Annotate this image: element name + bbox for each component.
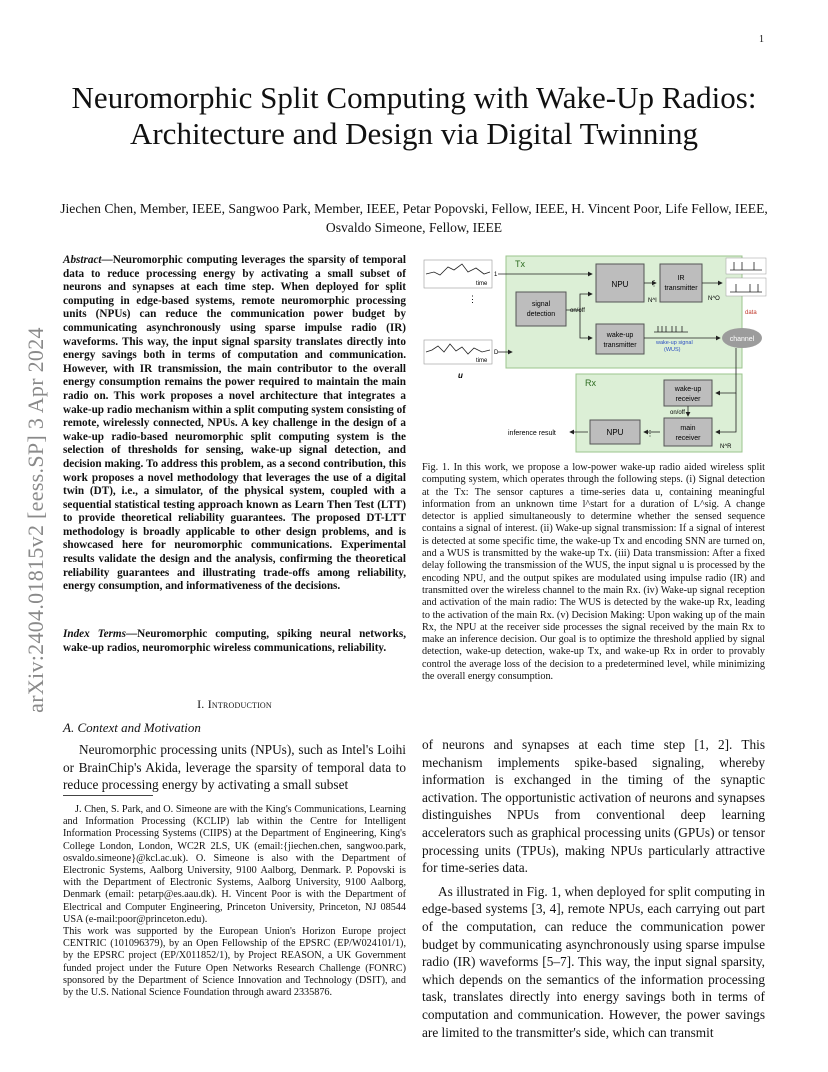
rx-label: Rx	[585, 378, 596, 388]
paper-title: Neuromorphic Split Computing with Wake-Up Radios: Architecture and Design via Digital Twinning	[71, 80, 757, 151]
wakeup-transmitter-box	[596, 324, 644, 354]
signal-detection-box	[516, 292, 566, 326]
wur-line1: wake-up	[674, 386, 702, 393]
system-diagram	[420, 252, 772, 456]
index-terms	[63, 628, 406, 655]
ir-transmitter-box	[660, 264, 702, 302]
wus-line2: (WUS)	[664, 347, 681, 353]
nr-label: N^R	[720, 444, 732, 450]
abstract-text: —Neuromorphic computing leverages the sparsity of temporal data to reduce processing energy by activating a small subset of neurons and synapses at each time step. When deployed for split computing in edge-based systems, remote neuromorphic processing units (NPUs) can reduce the communication power budget by communicating asynchronously using sparse impulse radio (IR) waveforms. This way, the input signal sparsity translates directly into energy savings both in terms of computation and communication. However, with IR transmission, the main contributor to the overall energy consumption remains the power required to maintain the main radio on. This work proposes a novel architecture that integrates a wake-up radio mechanism within a split computing system consisting of remote, wirelessly connected, NPUs. A key challenge in the design of a wake-up radio-based neuromorphic split computing system is the selection of thresholds for sensing, wake-up signal detection, and decision making. To address this problem, as a second contribution, this work proposes a novel methodology that leverages the use of a digital twin (DT), i.e., a simulator, of the physical system, coupled with a sequential statistical testing approach known as Learn Then Test (LTT) to provide theoretical reliability guarantees. The proposed DT-LTT methodology is broadly applicable to other design problems, and is showcased here for neuromorphic communications. Experimental results validate the design and the analysis, confirming the theoretical reliability guarantees and illustrating trade-offs among reliability, energy consumption, and informativeness of the decisions.	[63, 254, 406, 593]
npu-rx-label: NPU	[606, 428, 624, 437]
subsection-heading: A. Context and Motivation	[63, 720, 201, 735]
channel-label: channel	[729, 336, 755, 343]
arxiv-id: arXiv:2404.01815v2 [eess.SP] 3 Apr 2024	[23, 327, 48, 713]
time-label-top: time	[476, 281, 488, 287]
author-list: Jiechen Chen, Member, IEEE, Sangwoo Park, Member, IEEE, Petar Popovski, Fellow, IEEE, H. Vincent Poor, Life Fellow, IEEE, Osvaldo Simeone, Fellow, IEEE	[60, 201, 768, 235]
ir-line2: transmitter	[664, 285, 698, 292]
wus-line1: wake-up signal	[656, 340, 693, 346]
signal-detection-line2: detection	[526, 311, 556, 318]
u-label: u	[458, 371, 463, 380]
arxiv-watermark	[0, 0, 60, 1072]
index-terms-label: Index Terms	[63, 628, 126, 640]
section-number: I.	[197, 697, 205, 711]
wut-line1: wake-up	[606, 332, 634, 339]
no-label: N^O	[708, 296, 720, 302]
section-title: Introduction	[207, 697, 272, 711]
on-off-rx: on/off	[670, 410, 685, 416]
figure-1	[420, 252, 772, 456]
caption-text: In this work, we propose a low-power wake-up radio aided wireless split computing system, which operates through the following steps. (i) Signal detection at the Tx: The sensor captures a time-series data u, containing meaningful information from an unknown time l^start for a duration of L^sig. A change detector is applied simultaneously to determine whether the sensed sequence contains a signal of interest. (ii) Wake-up signal transmission: If a signal of interest is detected at some specific time, the wake-up Tx and encoding SNN are turned on, and a WUS is transmitted by the wake-up Tx. (iii) Data transmission: After a fixed delay following the transmission of the WUS, the input signal u is processed by the encoding NPU, and the output spikes are modulated using impulse radio (IR) and transmitted over the wireless channel to the main Rx. (iv) Wake-up signal reception and activation of the main radio: The WUS is detected by the wake-up Rx, leading to the activation of the main Rx. (v) Decision Making: Upon waking up of the main Rx, the NPU at the receiver side processes the signal received by the main Rx to make an inference decision. Our goal is to optimize the threshold applied by signal detection, wake-up detection, wake-up Tx, and wake-up Rx in order to provably control the average loss of the decision to a predetermined level, while minimizing the overall energy consumption.	[422, 462, 765, 683]
figure-caption	[422, 462, 765, 683]
sensor-plot-bottom	[424, 340, 499, 364]
ni-label: N^I	[648, 298, 657, 304]
footnotes	[63, 804, 406, 999]
tx-label: Tx	[515, 259, 525, 269]
footnote-rule	[63, 795, 153, 796]
sensor-plot-top	[424, 260, 498, 288]
caption-label: Fig. 1.	[422, 462, 450, 473]
intro-paragraph-right-2: As illustrated in Fig. 1, when deployed for split computing in edge-based systems [3, 4], remote NPUs, each carrying out part of the computation, can reduce the communication power budget by communicating asynchronously using sparse impulse radio (IR) waveforms [5–7]. This way, the input signal sparsity, which depends on the semantics of the information processing task, translates directly into energy savings both in terms of computation and communication. However, the power savings are limited to the transmitter's side, which can transmit	[422, 883, 765, 1040]
signal-detection-line1: signal	[531, 301, 551, 308]
dots-vertical-left: ⋮	[468, 294, 477, 304]
footnote-affiliations: J. Chen, S. Park, and O. Simeone are with the King's Communications, Learning and Information Processing (KCLIP) lab within the Centre for Intelligent Information Processing Systems (CIIPS) at the Department of Engineering, King's College London, London, WC2R 2LS, UK (email:{jiechen.chen, sangwoo.park, osvaldo.simeone}@kcl.ac.uk). O. Simeone is also with the Department of Electronic Systems, Aalborg University, 9100 Aalborg, Denmark. P. Popovski is with the Department of Electronic Systems, Aalborg University, 9100 Aalborg, Denmark (email: petarp@es.aau.dk). H. Vincent Poor is with the Department of Electrical and Computer Engineering, Princeton University, Princeton, NJ 08544 USA (e-mail:poor@princeton.edu).	[63, 804, 406, 925]
on-off-tx: on/off	[570, 308, 585, 314]
time-label-bottom: time	[476, 358, 488, 364]
section-heading	[63, 697, 406, 712]
npu-tx-label: NPU	[611, 280, 629, 289]
inference-result-label: inference result	[508, 430, 556, 437]
footnote-funding: This work was supported by the European Union's Horizon Europe project CENTRIC (101096379), by an Open Fellowship of the EPSRC (EP/W024101/1), by the EPSRC project (EP/X011852/1), by Project REASON, a UK Government funded project under the Future Open Networks Research Challenge (FONRC) sponsored by the Department of Science Innovation and Technology (DSIT), and by the U.S. National Science Foundation through award 2335876.	[63, 926, 406, 999]
mr-line1: main	[680, 425, 696, 432]
dots-rx: ⋮	[646, 429, 654, 438]
index-terms-text: —Neuromorphic computing, spiking neural networks, wake-up radios, neuromorphic wireless communications, reliability.	[63, 628, 406, 654]
ir-line1: IR	[677, 275, 685, 282]
row-one-label: 1	[494, 272, 498, 278]
data-label: data	[745, 310, 757, 316]
wur-line2: receiver	[675, 396, 701, 403]
mr-line2: receiver	[675, 435, 701, 442]
wut-line2: transmitter	[603, 342, 637, 349]
dots-npu: ⋮	[650, 279, 658, 288]
intro-paragraph-left: Neuromorphic processing units (NPUs), such as Intel's Loihi or BrainChip's Akida, leverage the sparsity of temporal data to reduce processing energy by activating a small subset	[63, 742, 406, 793]
page-number: 1	[759, 34, 764, 45]
abstract-label: Abstract	[63, 254, 102, 266]
d-label: D	[494, 350, 499, 356]
intro-paragraph-right-1: of neurons and synapses at each time step [1, 2]. This mechanism implements spike-based signaling, whereby information is exchanged in the timing of the synaptic activation. The opportunistic activation of neurons and synapses distinguishes NPUs from conventional deep learning accelerators such as graphical processing units (GPUs) or tensor processing units (TPUs), making NPUs particularly attractive for time-series data.	[422, 737, 765, 876]
abstract	[63, 254, 406, 594]
intro-right-column	[422, 736, 765, 1047]
